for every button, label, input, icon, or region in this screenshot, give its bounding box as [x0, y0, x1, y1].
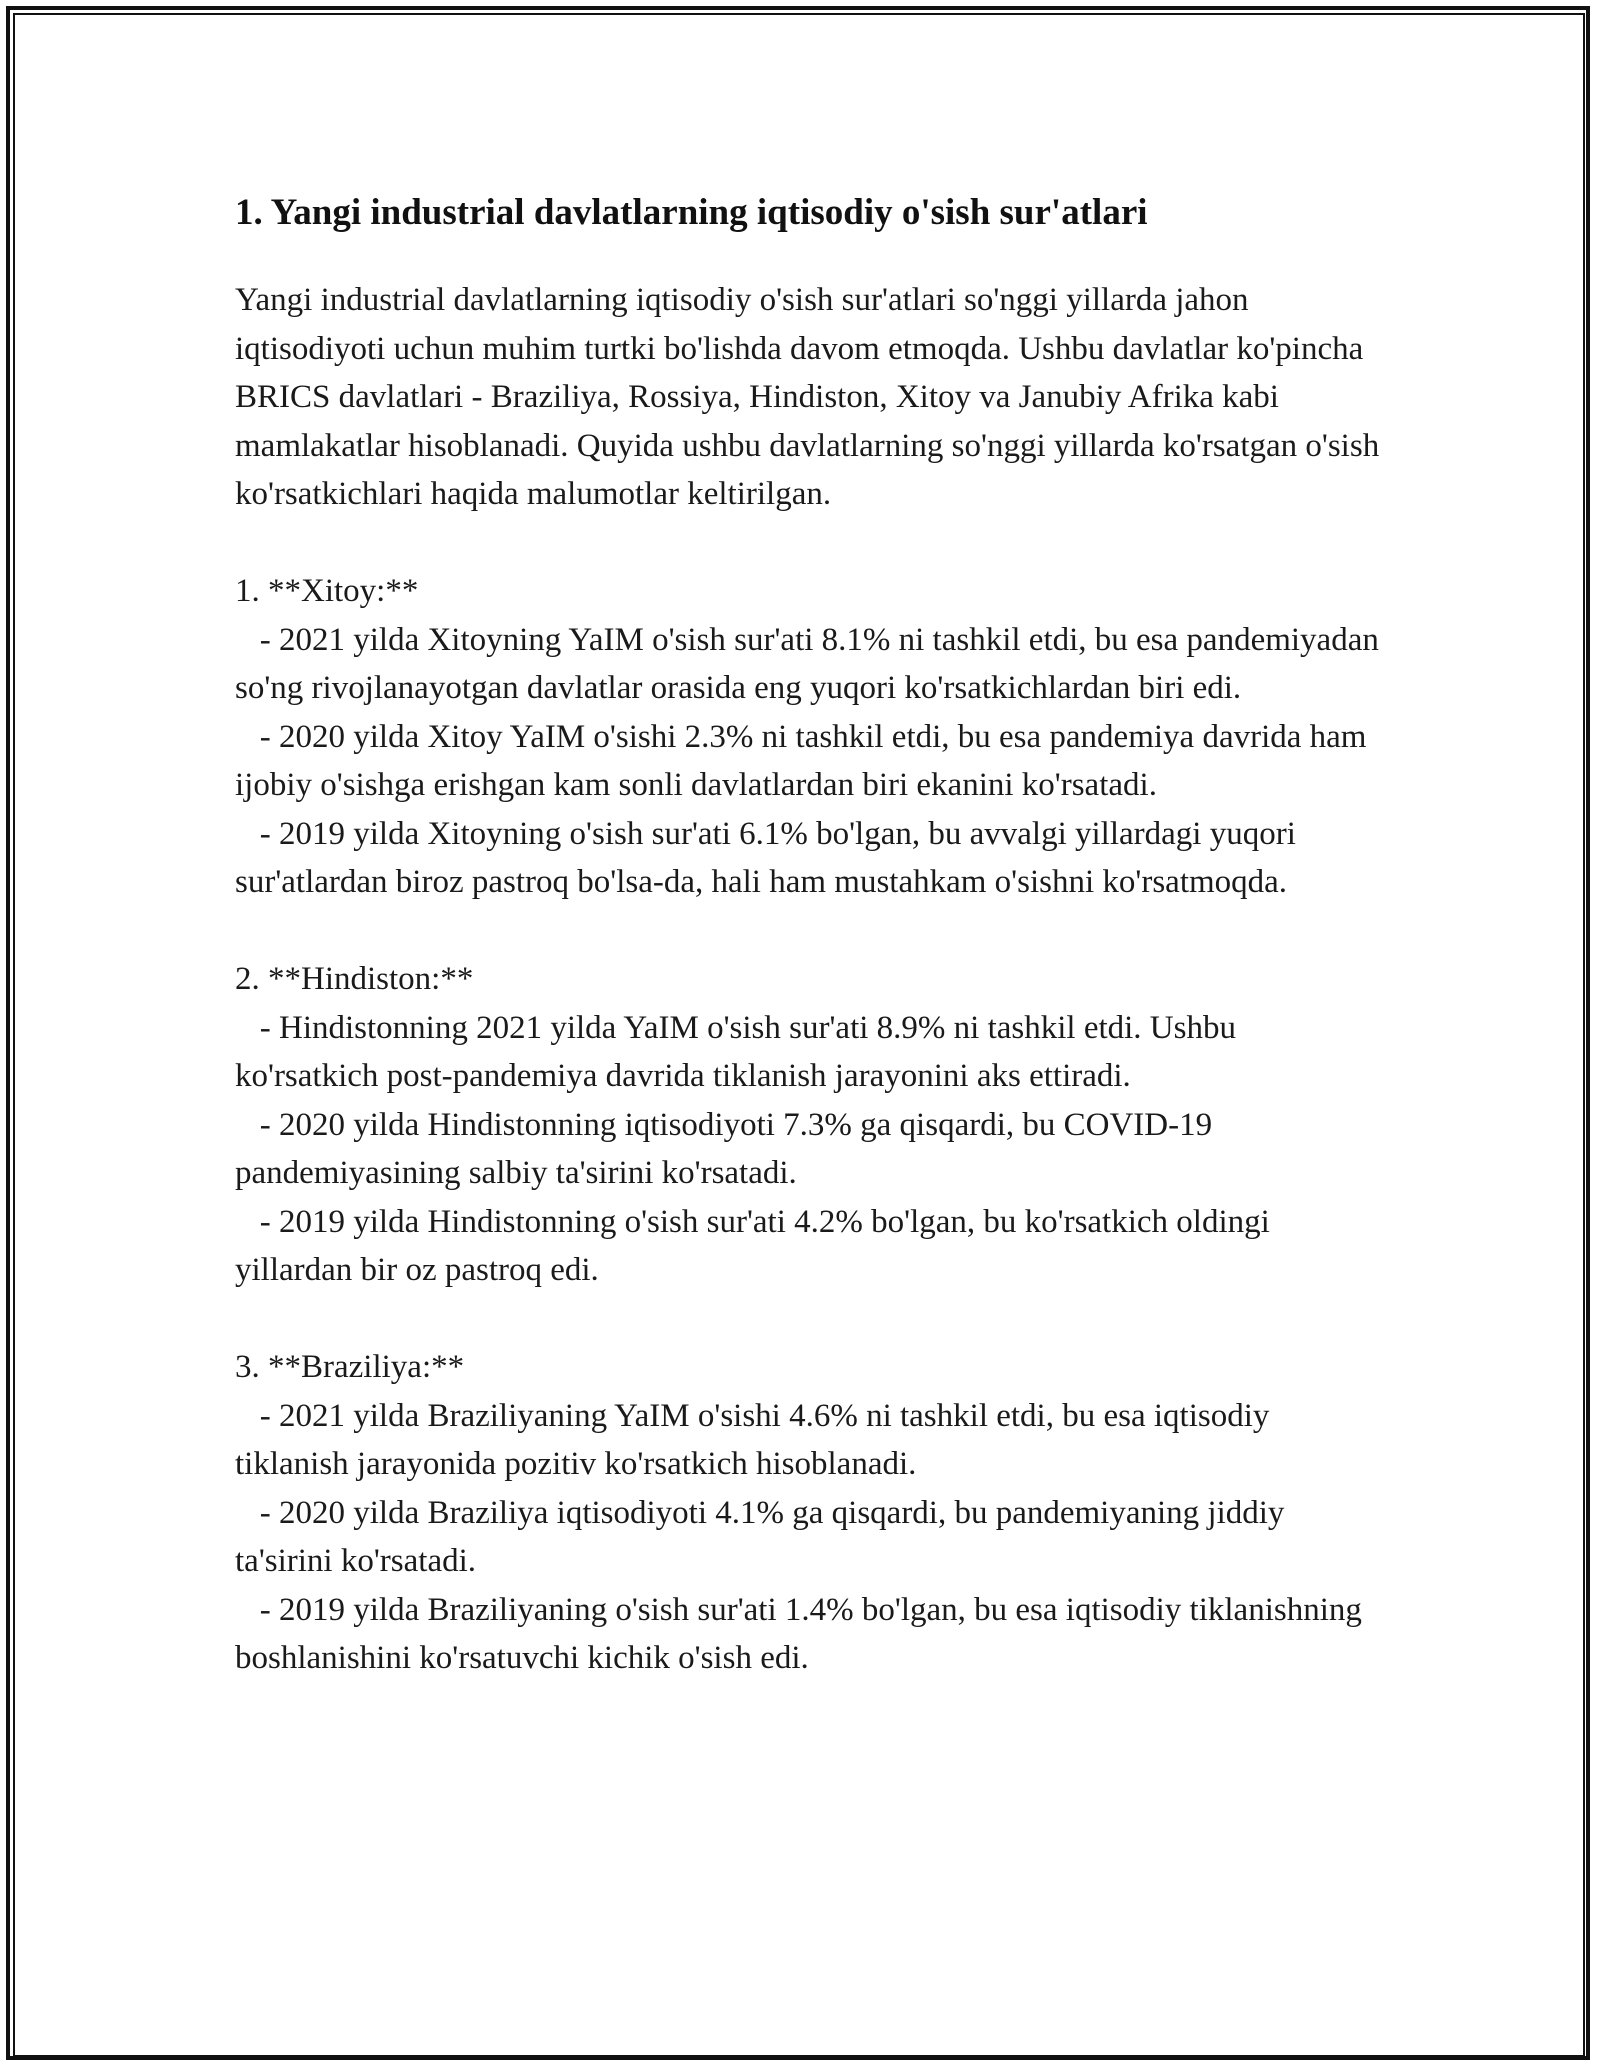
section-heading: 2. **Hindiston:** — [235, 961, 474, 997]
list-item: - 2020 yilda Xitoy YaIM o'sishi 2.3% ni tashkil etdi, bu esa pandemiya davrida ham ijobiy o'sishga erishgan kam sonli davlatlardan biri ekanini ko'rsatadi. — [235, 718, 1375, 803]
list-item: - 2019 yilda Xitoyning o'sish sur'ati 6.1% bo'lgan, bu avvalgi yillardagi yuqori sur'atlardan biroz pastroq bo'lsa-da, hali ham mustahkam o'sishni ko'rsatmoqda. — [235, 815, 1305, 900]
list-item: - 2021 yilda Braziliyaning YaIM o'sishi 4.6% ni tashkil etdi, bu esa iqtisodiy tiklanish jarayonida pozitiv ko'rsatkich hisoblanadi. — [235, 1397, 1278, 1482]
section-heading: 1. **Xitoy:** — [235, 573, 419, 609]
section-xitoy — [235, 567, 1388, 907]
paragraph-spacer — [235, 1295, 1385, 1344]
paragraph-spacer — [235, 907, 1385, 956]
list-item: - 2019 yilda Hindistonning o'sish sur'ati 4.2% bo'lgan, bu ko'rsatkich oldingi yillardan bir oz pastroq edi. — [235, 1203, 1279, 1288]
list-item: - 2020 yilda Braziliya iqtisodiyoti 4.1% ga qisqardi, bu pandemiyaning jiddiy ta'sirini ko'rsatadi. — [235, 1494, 1293, 1579]
section-heading: 3. **Braziliya:** — [235, 1349, 465, 1385]
list-item: - 2020 yilda Hindistonning iqtisodiyoti 7.3% ga qisqardi, bu COVID-19 pandemiyasining salbiy ta'sirini ko'rsatadi. — [235, 1106, 1221, 1191]
document-title: 1. Yangi industrial davlatlarning iqtisodiy o'sish sur'atlari — [235, 192, 1148, 233]
paragraph-spacer — [235, 519, 1385, 568]
section-braziliya — [235, 1343, 1385, 1683]
list-item: - 2021 yilda Xitoyning YaIM o'sish sur'ati 8.1% ni tashkil etdi, bu esa pandemiyadan so'ng rivojlanayotgan davlatlar orasida eng yuqori ko'rsatkichlardan biri edi. — [235, 621, 1388, 706]
document-body — [235, 186, 1388, 1683]
list-item: - 2019 yilda Braziliyaning o'sish sur'ati 1.4% bo'lgan, bu esa iqtisodiy tiklanishning boshlanishini ko'rsatuvchi kichik o'sish edi. — [235, 1591, 1371, 1676]
section-hindiston — [235, 955, 1385, 1295]
list-item: - Hindistonning 2021 yilda YaIM o'sish sur'ati 8.9% ni tashkil etdi. Ushbu ko'rsatkich post-pandemiya davrida tiklanish jarayonini aks ettiradi. — [235, 1009, 1245, 1094]
intro-paragraph: Yangi industrial davlatlarning iqtisodiy o'sish sur'atlari so'nggi yillarda jahon iqtisodiyoti uchun muhim turtki bo'lishda davom etmoqda. Ushbu davlatlar ko'pincha BRICS davlatlari - Braziliya, Rossiya, Hindiston, Xitoy va Janubiy Afrika kabi mamlakatlar hisoblanadi. Quyida ushbu davlatlarning so'nggi yillarda ko'rsatgan o'sish ko'rsatkichlari haqida malumotlar keltirilgan. — [235, 282, 1388, 512]
